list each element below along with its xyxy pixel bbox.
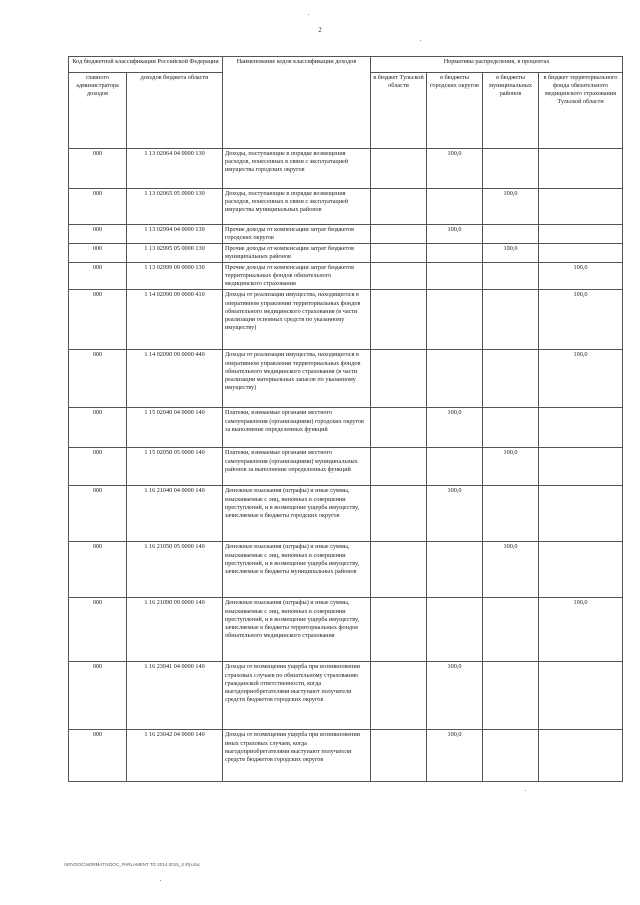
norm-district-cell — [483, 730, 539, 782]
header-norm-city: в бюджеты городских округов — [427, 73, 483, 149]
norm-city-cell — [427, 350, 483, 408]
norm-fund-cell — [539, 244, 623, 263]
income-name-cell: Платежи, взимаемые органами местного самоуправления (организациями) городских округов за выполнение определенных функций — [223, 408, 371, 448]
income-code-cell: 1 13 02995 05 0000 130 — [127, 244, 223, 263]
header-admin-col: главного администратора доходов — [69, 73, 127, 149]
norm-district-cell — [483, 598, 539, 662]
norm-city-cell: 100,0 — [427, 149, 483, 189]
income-code-cell: 1 13 02999 09 0000 130 — [127, 263, 223, 290]
income-distribution-table — [68, 56, 623, 782]
admin-code-cell: 000 — [69, 225, 127, 244]
table-row — [69, 149, 623, 189]
norm-region-cell — [371, 263, 427, 290]
table-row — [69, 662, 623, 730]
income-name-cell: Доходы от реализации имущества, находящегося в оперативном управлении территориальных фондов обязательного медицинского страхования (в части реализации основных средств по указанному имуществу) — [223, 290, 371, 350]
norm-region-cell — [371, 290, 427, 350]
income-name-cell: Прочие доходы от компенсации затрат бюджетов муниципальных районов — [223, 244, 371, 263]
income-name-cell: Доходы от возмещения ущерба при возникновении страховых случаев по обязательному страхованию гражданской ответственности, когда выгодоприобретателями выступают получатели средств бюджетов городских округов — [223, 662, 371, 730]
admin-code-cell: 000 — [69, 263, 127, 290]
norm-city-cell — [427, 189, 483, 225]
header-norm-region: в бюджет Тульской области — [371, 73, 427, 149]
norm-fund-cell — [539, 149, 623, 189]
norm-region-cell — [371, 408, 427, 448]
page-number: 2 — [318, 26, 322, 34]
norm-city-cell — [427, 598, 483, 662]
income-code-cell: 1 16 21040 04 0000 140 — [127, 486, 223, 542]
norm-fund-cell — [539, 225, 623, 244]
norm-district-cell: 100,0 — [483, 244, 539, 263]
income-code-cell: 1 14 02090 09 0000 410 — [127, 290, 223, 350]
income-name-cell: Доходы, поступающие в порядке возмещения расходов, понесенных в связи с эксплуатацией имущества муниципальных районов — [223, 189, 371, 225]
norm-fund-cell — [539, 189, 623, 225]
header-name-col: Наименование кодов классификации доходов — [223, 57, 371, 149]
admin-code-cell: 000 — [69, 290, 127, 350]
income-code-cell: 1 13 02065 05 0000 130 — [127, 189, 223, 225]
norm-region-cell — [371, 542, 427, 598]
norm-fund-cell — [539, 542, 623, 598]
norm-district-cell — [483, 408, 539, 448]
norm-region-cell — [371, 244, 427, 263]
norm-fund-cell — [539, 408, 623, 448]
norm-district-cell — [483, 350, 539, 408]
table-row — [69, 486, 623, 542]
norm-fund-cell — [539, 662, 623, 730]
norm-city-cell: 100,0 — [427, 225, 483, 244]
header-norms-group: Нормативы распределения, в процентах — [371, 57, 623, 73]
income-name-cell: Денежные взыскания (штрафы) и иные суммы, взыскиваемые с лиц, виновных в совершении преступлений, и в возмещение ущерба имуществу, зачисляемые в бюджеты городских округов — [223, 486, 371, 542]
norm-district-cell — [483, 290, 539, 350]
income-name-cell: Прочие доходы от компенсации затрат бюджетов территориальных фондов обязательного медицинского страхования — [223, 263, 371, 290]
admin-code-cell: 000 — [69, 598, 127, 662]
table-row — [69, 290, 623, 350]
table-row — [69, 263, 623, 290]
header-code-group: Код бюджетной классификации Российской Федерации — [69, 57, 223, 73]
norm-region-cell — [371, 662, 427, 730]
income-code-cell: 1 15 02040 04 0000 140 — [127, 408, 223, 448]
income-name-cell: Доходы, поступающие в порядке возмещения расходов, понесенных в связи с эксплуатацией имущества городских округов — [223, 149, 371, 189]
table-row — [69, 448, 623, 486]
norm-fund-cell: 100,0 — [539, 263, 623, 290]
norm-city-cell: 100,0 — [427, 730, 483, 782]
header-norm-district: в бюджеты муниципальных районов — [483, 73, 539, 149]
income-code-cell: 1 14 02090 09 0000 440 — [127, 350, 223, 408]
norm-district-cell — [483, 662, 539, 730]
income-code-cell: 1 13 02994 04 0000 130 — [127, 225, 223, 244]
norm-region-cell — [371, 350, 427, 408]
norm-region-cell — [371, 189, 427, 225]
header-income-col: доходов бюджета области — [127, 73, 223, 149]
norm-fund-cell — [539, 730, 623, 782]
admin-code-cell: 000 — [69, 408, 127, 448]
table-row — [69, 350, 623, 408]
admin-code-cell: 000 — [69, 448, 127, 486]
table-row — [69, 189, 623, 225]
table-row — [69, 225, 623, 244]
income-code-cell: 1 16 23041 04 0000 140 — [127, 662, 223, 730]
income-name-cell: Денежные взыскания (штрафы) и иные суммы, взыскиваемые с лиц, виновных в совершении преступлений, и в возмещение ущерба имуществу, зачисляемые в бюджеты территориальных фондов обязательного медицинского страхования — [223, 598, 371, 662]
table-row — [69, 244, 623, 263]
admin-code-cell: 000 — [69, 542, 127, 598]
norm-region-cell — [371, 730, 427, 782]
table-row — [69, 542, 623, 598]
norm-district-cell: 100,0 — [483, 189, 539, 225]
norm-city-cell — [427, 263, 483, 290]
income-code-cell: 1 16 21050 05 0000 140 — [127, 542, 223, 598]
norm-city-cell: 100,0 — [427, 662, 483, 730]
income-code-cell: 1 16 23042 04 0000 140 — [127, 730, 223, 782]
norm-region-cell — [371, 225, 427, 244]
norm-city-cell — [427, 542, 483, 598]
admin-code-cell: 000 — [69, 189, 127, 225]
income-name-cell: Доходы от реализации имущества, находящегося в оперативном управлении территориальных фондов обязательного медицинского страхования (в части реализации материальных запасов по указанному имуществу) — [223, 350, 371, 408]
document-path-footer: \SRVDOC\NORMATIVDOC_PARLAMENT TO 2014-2015_3 \Pp.doc — [64, 862, 201, 867]
income-name-cell: Денежные взыскания (штрафы) и иные суммы, взыскиваемые с лиц, виновных в совершении преступлений, и в возмещение ущерба имуществу, зачисляемые в бюджеты муниципальных районов — [223, 542, 371, 598]
norm-district-cell: 100,0 — [483, 448, 539, 486]
header-norm-fund: в бюджет территориального фонда обязательного медицинского страхования Тульской области — [539, 73, 623, 149]
norm-district-cell — [483, 149, 539, 189]
norm-fund-cell: 100,0 — [539, 350, 623, 408]
norm-fund-cell — [539, 486, 623, 542]
norm-city-cell — [427, 290, 483, 350]
admin-code-cell: 000 — [69, 350, 127, 408]
admin-code-cell: 000 — [69, 149, 127, 189]
table-row — [69, 730, 623, 782]
admin-code-cell: 000 — [69, 244, 127, 263]
income-name-cell: Доходы от возмещения ущерба при возникновении иных страховых случаев, когда выгодоприобретателями выступают получатели средств бюджетов городских округов — [223, 730, 371, 782]
admin-code-cell: 000 — [69, 730, 127, 782]
income-code-cell: 1 16 21090 09 0000 140 — [127, 598, 223, 662]
norm-region-cell — [371, 486, 427, 542]
income-code-cell: 1 13 02064 04 0000 130 — [127, 149, 223, 189]
norm-fund-cell: 100,0 — [539, 598, 623, 662]
norm-fund-cell: 100,0 — [539, 290, 623, 350]
norm-region-cell — [371, 448, 427, 486]
norm-district-cell — [483, 486, 539, 542]
income-code-cell: 1 15 02050 05 0000 140 — [127, 448, 223, 486]
norm-district-cell: 100,0 — [483, 542, 539, 598]
table-row — [69, 598, 623, 662]
norm-fund-cell — [539, 448, 623, 486]
table-row — [69, 408, 623, 448]
norm-city-cell: 100,0 — [427, 486, 483, 542]
norm-city-cell — [427, 448, 483, 486]
norm-city-cell — [427, 244, 483, 263]
income-name-cell: Платежи, взимаемые органами местного самоуправления (организациями) муниципальных районов за выполнение определенных функций — [223, 448, 371, 486]
norm-region-cell — [371, 149, 427, 189]
norm-district-cell — [483, 263, 539, 290]
admin-code-cell: 000 — [69, 486, 127, 542]
admin-code-cell: 000 — [69, 662, 127, 730]
norm-district-cell — [483, 225, 539, 244]
norm-region-cell — [371, 598, 427, 662]
income-name-cell: Прочие доходы от компенсации затрат бюджетов городских округов — [223, 225, 371, 244]
norm-city-cell: 100,0 — [427, 408, 483, 448]
